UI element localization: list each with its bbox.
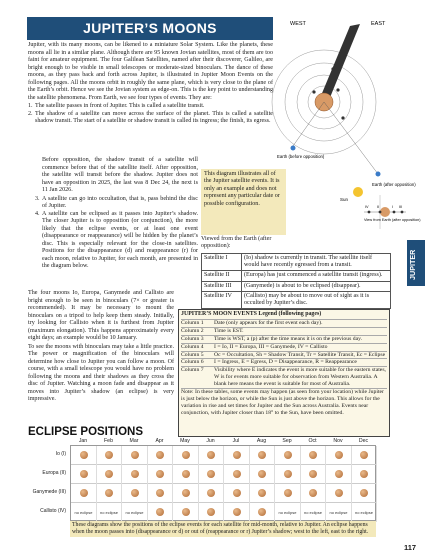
legend-col: Column 3 xyxy=(181,335,204,342)
eclipse-cell xyxy=(326,465,352,484)
moon-row-label: Europa (II) xyxy=(42,470,66,476)
event-item xyxy=(35,196,198,211)
moon-row-label: Io (I) xyxy=(55,451,66,457)
no-eclipse-text: no eclipse xyxy=(303,510,322,515)
jupiter-disc xyxy=(182,508,190,516)
jupiter-disc xyxy=(182,451,190,459)
diagram-note: This diagram illustrates all of the Jupiter satellite events. It is only an example and does not represent any particular date or possible configuration. xyxy=(201,169,286,235)
satellite-name: Satellite III xyxy=(202,281,242,291)
jupiter-disc xyxy=(156,451,164,459)
jupiter-disc xyxy=(156,489,164,497)
west-label: WEST xyxy=(290,21,306,27)
eclipse-cell xyxy=(250,446,276,465)
moon-dot xyxy=(341,116,344,119)
legend-title: JUPITER’S MOON EVENTS Legend (following pages) xyxy=(181,311,322,317)
jupiter-disc xyxy=(182,489,190,497)
eclipse-cell xyxy=(199,484,225,503)
view-moon xyxy=(368,211,371,214)
orbit-diagram xyxy=(268,14,421,223)
jupiter-disc xyxy=(131,451,139,459)
legend-desc: Time is EST. xyxy=(214,327,244,334)
eclipse-cell xyxy=(275,465,301,484)
eclipse-cell xyxy=(301,446,327,465)
moon-label: II xyxy=(377,205,380,209)
eclipse-cell xyxy=(326,446,352,465)
eclipse-row xyxy=(71,465,377,484)
events-legend xyxy=(178,309,390,437)
legend-col: Column 5 xyxy=(181,351,204,358)
jupiter-disc xyxy=(309,451,317,459)
jupiter-disc xyxy=(80,451,88,459)
page-title: JUPITER’S MOONS xyxy=(27,17,273,40)
moon-dot xyxy=(336,88,339,91)
jupiter-disc xyxy=(182,470,190,478)
legend-desc: Visibility where E indicates the event is more suitable for the eastern states, W is for events more suitable for observation from Western Australia. A blank here means the event is suitable for most of Australia. xyxy=(214,367,386,388)
jupiter-disc xyxy=(360,451,368,459)
eclipse-title: ECLIPSE POSITIONS xyxy=(28,426,144,438)
eclipse-cell xyxy=(224,503,250,522)
earth-before-dot xyxy=(291,146,296,151)
eclipse-cell xyxy=(122,465,148,484)
view-moon xyxy=(379,211,382,214)
jupiter-disc xyxy=(105,470,113,478)
event-item xyxy=(35,211,198,271)
jupiter-disc xyxy=(131,489,139,497)
see-moons-paragraph: To see the moons with binoculars may take a little practice. The power or magnification of the binoculars will determine how close to Jupiter you can follow a moon. Of course, with a small telescope you would have no problem following the moons and their shadows as they cross the disc of Jupiter. Watching a moon fade and disappear as it moves into Jupiter’s shadow (an eclipse) is very impressive. xyxy=(28,343,174,403)
satellite-desc: (Europa) has just commenced a satellite transit (ingress). xyxy=(242,271,391,281)
table-row xyxy=(202,291,391,308)
moon-label: III xyxy=(399,205,403,209)
satellite-desc: (Io) shadow is currently in transit. The satellite itself would have recently egressed from a transit. xyxy=(242,254,391,271)
legend-col: Column 4 xyxy=(181,343,204,350)
eclipse-cell xyxy=(148,503,174,522)
month-label: Jul xyxy=(232,438,240,444)
eclipse-cell xyxy=(250,503,276,522)
jupiter-disc xyxy=(258,451,266,459)
event-number: 1. xyxy=(28,103,33,110)
legend-col: Column 7 xyxy=(181,367,204,374)
satellite-desc: (Callisto) may be about to move out of sight as it is occulted by Jupiter’s disc. xyxy=(242,291,391,308)
eclipse-cell xyxy=(224,465,250,484)
earth-after-label: Earth (after opposition) xyxy=(372,182,416,187)
eclipse-cell xyxy=(275,446,301,465)
event-item xyxy=(28,103,273,111)
moon-dot xyxy=(312,90,315,93)
jupiter-disc xyxy=(335,470,343,478)
earth-after-dot xyxy=(376,172,381,177)
satellite-desc: (Ganymede) is about to be eclipsed (disappear). xyxy=(242,281,391,291)
moon-label: IV xyxy=(365,205,369,209)
eclipse-cell xyxy=(199,446,225,465)
eclipse-cell xyxy=(71,503,97,522)
jupiter-disc xyxy=(258,489,266,497)
event-text: The satellite passes in front of Jupiter. This is called a satellite transit. xyxy=(35,103,205,110)
eclipse-cell xyxy=(173,446,199,465)
sightline xyxy=(324,102,378,174)
month-label: Feb xyxy=(104,438,113,444)
jupiter-disc xyxy=(233,489,241,497)
no-eclipse-text: no eclipse xyxy=(278,510,297,515)
eclipse-cell xyxy=(301,484,327,503)
moon-row-label: Callisto (IV) xyxy=(40,508,66,514)
eclipse-cell xyxy=(275,503,301,522)
jupiter-disc xyxy=(284,489,292,497)
table-row xyxy=(202,254,391,271)
event-number: 3. xyxy=(35,195,40,202)
before-opposition-paragraph: Before opposition, the shadow transit of a satellite will commence before that of the satellite itself. After opposition, the satellite will transit before the shadow. Jupiter does not have an opposition in 2025, the last was 8 Dec 24, the next is 11 Jan 2026. xyxy=(42,157,198,193)
month-label: Apr xyxy=(155,438,164,444)
sun-label: Sun xyxy=(340,197,349,202)
jupiter-disc xyxy=(233,451,241,459)
eclipse-grid xyxy=(70,445,376,521)
event-item xyxy=(28,111,273,126)
eclipse-cell xyxy=(326,503,352,522)
legend-desc: Date (only appears for the first event each day). xyxy=(214,319,323,326)
satellite-name: Satellite IV xyxy=(202,291,242,308)
jupiter-disc xyxy=(156,508,164,516)
legend-col: Column 2 xyxy=(181,327,204,334)
eclipse-cell xyxy=(97,446,123,465)
month-label: Dec xyxy=(358,438,369,444)
moon-row-label: Ganymede (III) xyxy=(32,489,66,495)
jupiter-disc xyxy=(284,470,292,478)
no-eclipse-text: no eclipse xyxy=(99,510,118,515)
month-label: Sep xyxy=(282,438,292,444)
jupiter-disc xyxy=(131,470,139,478)
jupiter-disc xyxy=(80,489,88,497)
event-number: 2. xyxy=(28,110,33,117)
jupiter-disc xyxy=(258,508,266,516)
eclipse-row xyxy=(71,446,377,465)
section-tab-label: JUPITER xyxy=(408,249,417,280)
no-eclipse-text: no eclipse xyxy=(354,510,373,515)
event-text: A satellite can be eclipsed as it passes into Jupiter’s shadow. The closer Jupiter is to opposition (or conjunction), the more likely that the eclipse events, or at least one event (disappearance or reappearance) will be hidden by the planet’s disc. This is especially relevant for the close-in satellites. Positions for the disappearance (d) and reappearance (r) for each moon, relative to Jupiter, for each month, are presented in the diagram below. xyxy=(42,210,198,270)
jupiter-disc xyxy=(207,489,215,497)
eclipse-cell xyxy=(199,503,225,522)
jupiter-disc xyxy=(335,489,343,497)
eclipse-row xyxy=(71,484,377,503)
legend-desc: Oc = Occultation, Sh = Shadow Transit, Tr = Satellite Transit, Ec = Eclipse xyxy=(214,351,386,358)
month-label: Jan xyxy=(78,438,88,444)
eclipse-cell xyxy=(148,446,174,465)
jupiter-disc xyxy=(207,508,215,516)
legend-desc: I = Ingress, E = Egress, D = Disappearance, R = Reappearance xyxy=(214,359,357,366)
viewed-heading: Viewed from the Earth (after opposition): xyxy=(201,236,272,250)
legend-row xyxy=(181,335,387,343)
jupiter-disc xyxy=(309,489,317,497)
eclipse-cell xyxy=(71,484,97,503)
legend-col: Column 6 xyxy=(181,359,204,366)
eclipse-cell xyxy=(250,484,276,503)
jupiter-disc xyxy=(156,470,164,478)
legend-row xyxy=(181,366,387,388)
jupiter-disc xyxy=(360,470,368,478)
eclipse-cell xyxy=(352,446,378,465)
eclipse-cell xyxy=(173,465,199,484)
view-caption: View from Earth (after opposition) xyxy=(364,218,421,222)
eclipse-cell xyxy=(352,465,378,484)
eclipse-cell xyxy=(97,465,123,484)
section-tab xyxy=(407,240,425,286)
eclipse-cell xyxy=(148,484,174,503)
jupiter-disc xyxy=(360,489,368,497)
eclipse-cell xyxy=(173,484,199,503)
eclipse-cell xyxy=(71,465,97,484)
table-row xyxy=(202,281,391,291)
eclipse-cell xyxy=(97,503,123,522)
eclipse-row xyxy=(71,503,377,522)
jupiter-disc xyxy=(105,489,113,497)
event-text: The shadow of a satellite can move across the surface of the planet. This is called a satellite shadow transit. The start of a satellite or shadow transit is called its ingress; the finish, its egress. xyxy=(35,110,273,125)
eclipse-cell xyxy=(71,446,97,465)
satellite-name: Satellite II xyxy=(202,271,242,281)
sun-dot xyxy=(353,187,363,197)
legend-col: Column 1 xyxy=(181,319,204,326)
view-jupiter xyxy=(380,207,390,217)
event-number: 4. xyxy=(35,210,40,217)
jupiter-disc xyxy=(233,508,241,516)
eclipse-cell xyxy=(122,503,148,522)
page-number: 117 xyxy=(404,543,417,552)
table-row xyxy=(202,271,391,281)
legend-row xyxy=(181,351,387,359)
moon-label: I xyxy=(392,205,394,209)
no-eclipse-text: no eclipse xyxy=(329,510,348,515)
legend-desc: Time is WST, a (p) after the time means it is on the previous day. xyxy=(214,335,363,342)
event-text: A satellite can go into occultation, that is, pass behind the disc of Jupiter. xyxy=(42,195,198,210)
moon-dot xyxy=(331,67,334,70)
month-label: Jun xyxy=(206,438,215,444)
eclipse-cell xyxy=(275,484,301,503)
eclipse-cell xyxy=(301,465,327,484)
eclipse-cell xyxy=(224,484,250,503)
month-label: Nov xyxy=(333,438,343,444)
legend-desc: I = Io, II = Europa, III = Ganymede, IV = Callisto xyxy=(214,343,328,350)
jupiter-disc xyxy=(233,470,241,478)
eclipse-cell xyxy=(326,484,352,503)
month-label: May xyxy=(180,438,190,444)
before-opposition-column xyxy=(35,157,198,271)
legend-row xyxy=(181,319,387,327)
jupiter-shadow-beam xyxy=(320,24,360,100)
jupiter-disc xyxy=(284,451,292,459)
month-label: Mar xyxy=(129,438,139,444)
jupiter-disc xyxy=(207,470,215,478)
earth-before-label: Earth (before opposition) xyxy=(277,154,325,159)
eclipse-cell xyxy=(352,503,378,522)
eclipse-cell xyxy=(352,484,378,503)
month-label: Oct xyxy=(308,438,317,444)
legend-row xyxy=(181,358,387,366)
jupiter-disc xyxy=(335,451,343,459)
eclipse-cell xyxy=(122,484,148,503)
eclipse-cell xyxy=(250,465,276,484)
eclipse-cell xyxy=(199,465,225,484)
no-eclipse-text: no eclipse xyxy=(125,510,144,515)
eclipse-cell xyxy=(224,446,250,465)
satellite-table xyxy=(201,253,391,309)
eclipse-cell xyxy=(97,484,123,503)
eclipse-cell xyxy=(173,503,199,522)
legend-note: Note: In these tables, some events may happen (as seen from your location) while Jupiter is just below the horizon, or while the Sun is just above the horizon. This allows for the variation in rise and set times for Jupiter and the Sun across Australia. Events near conjunction, with Jupiter closer than 18° to the Sun, have been omitted. xyxy=(181,388,387,417)
eclipse-caption: These diagrams show the positions of the eclipse events for each satellite for mid-month, relative to Jupiter. An eclipse happens when the moon passes into (disappearance or d) or out of (reappearance or r) Jupiter’s shadow; west to the left, east to the right. xyxy=(70,521,376,537)
jupiter-disc xyxy=(105,451,113,459)
view-moon xyxy=(401,211,404,214)
jupiter-disc xyxy=(207,451,215,459)
legend-row xyxy=(181,343,387,351)
no-eclipse-text: no eclipse xyxy=(74,510,93,515)
satellite-name: Satellite I xyxy=(202,254,242,271)
month-label: Aug xyxy=(256,438,267,444)
jupiter-disc xyxy=(258,470,266,478)
eclipse-cell xyxy=(122,446,148,465)
eclipse-cell xyxy=(301,503,327,522)
view-moon xyxy=(393,211,396,214)
jupiter-disc xyxy=(309,470,317,478)
intro-column xyxy=(28,42,273,126)
intro-paragraph: Jupiter, with its many moons, can be likened to a miniature Solar System. Like the planets, these moons all lie in a similar plane. Although there are 95 known Jovian satellites, most of them are too faint for amateur equipment. The four Galilean Satellites, named after their discoverer, Galileo, are bright enough to be visible in small telescopes or moderate-sized binoculars. The dance of these moons, as they pass back and forth across Jupiter, is illustrated in Jupiter Moon Events on the following pages. All the moons orbit in roughly the same plane, which is very close to the plane of the Earth’s orbit. Hence we see the Jovian system as edge-on. This is the key point to understanding the satellite phenomena. From Earth, we see four types of events. They are: xyxy=(28,42,273,101)
legend-row xyxy=(181,327,387,335)
jupiter-disc xyxy=(80,470,88,478)
east-label: EAST xyxy=(371,21,386,27)
moons-column xyxy=(28,290,174,405)
four-moons-paragraph: The four moons Io, Europa, Ganymede and Callisto are bright enough to be seen in binoculars (7× or greater is recommended). It may be necessary to mount the binoculars on a tripod to help keep them steady. Initially, try looking for Callisto when it is furthest from Jupiter (maximum elongation). This happens approximately every eight days; an example would be 10 January. xyxy=(28,290,174,341)
eclipse-cell xyxy=(148,465,174,484)
